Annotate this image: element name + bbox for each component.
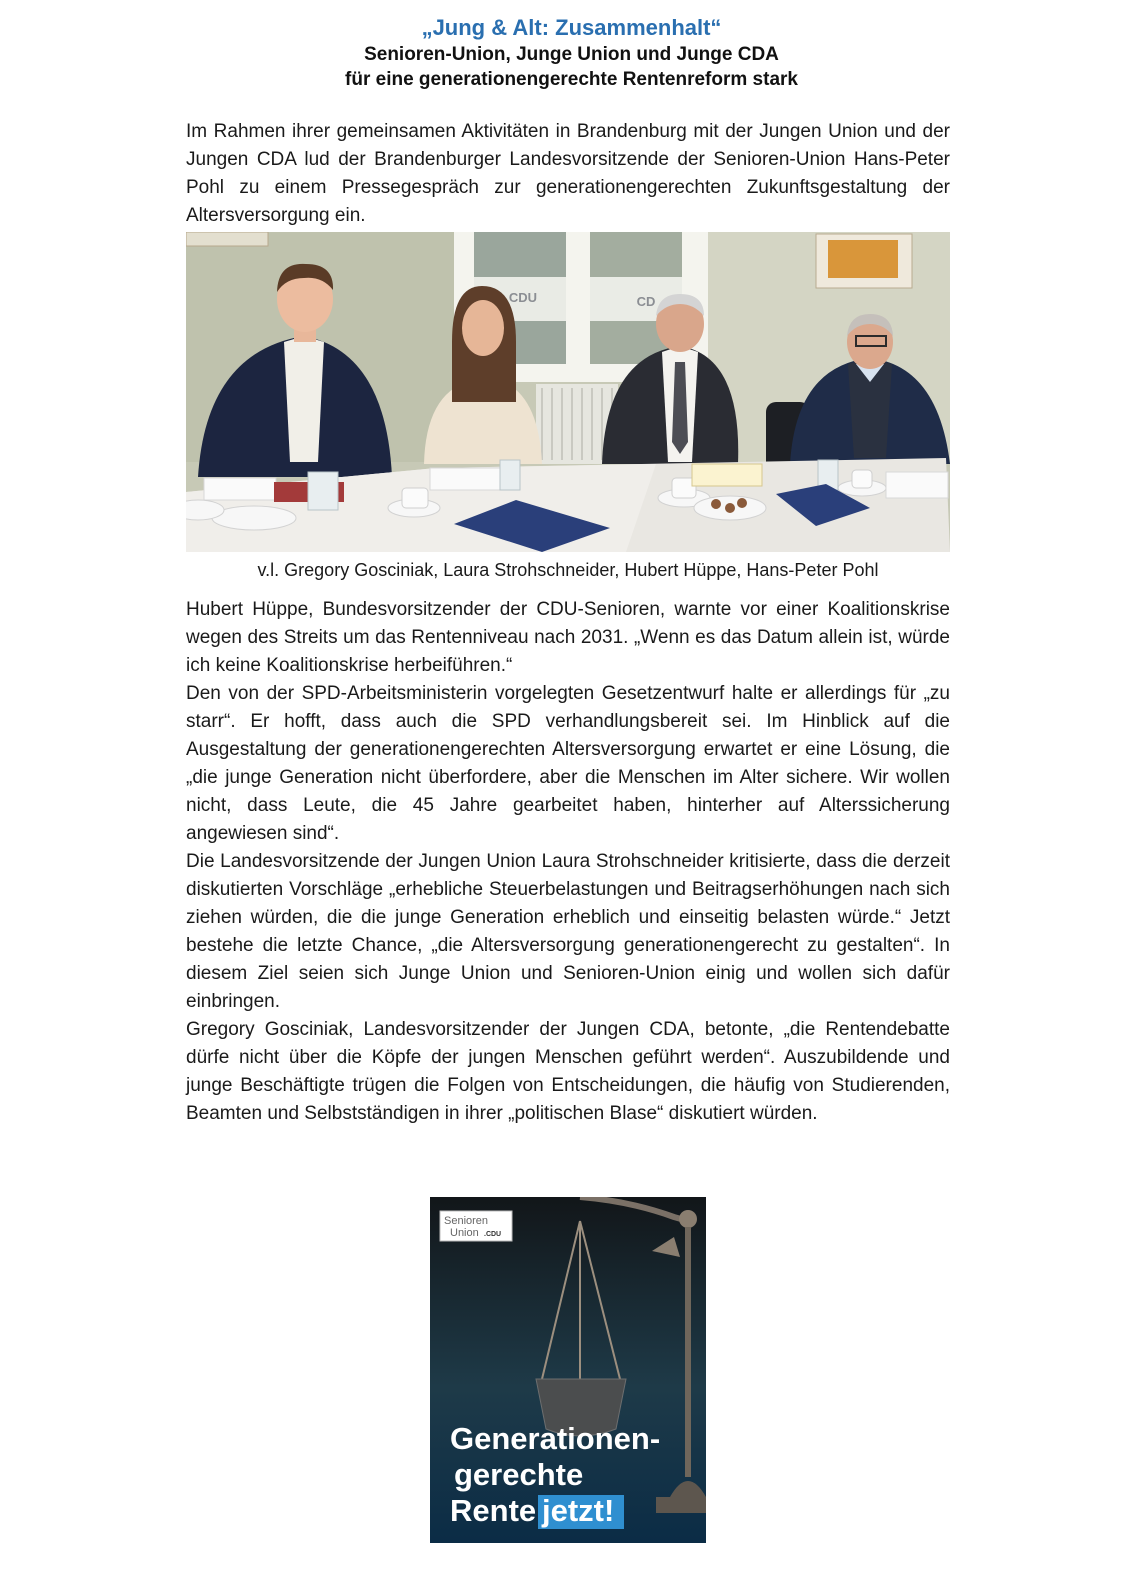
photo-caption: v.l. Gregory Gosciniak, Laura Strohschneider, Hubert Hüppe, Hans-Peter Pohl [257,560,879,580]
group-photo [186,232,950,552]
intro-paragraph: Im Rahmen ihrer gemeinsamen Aktivitäten in Brandenburg mit der Jungen Union und der Jungen CDA lud der Brandenburger Landesvorsitzende der Senioren-Union Hans-Peter Pohl zu einem Pressegespräch zur generationengerechten Zukunftsgestaltung der Altersversorgung ein. [186,121,950,226]
window-sign-right: CD [636,294,656,309]
article-header [0,14,1143,92]
poster-line-2: gerechte [454,1457,584,1492]
body-paragraph-1: Hubert Hüppe, Bundesvorsitzender der CDU-Senioren, warnte vor einer Koalitionskrise wegen des Streits um das Rentenniveau nach 2031. „Wenn es das Datum allein ist, würde ich keine Koalitionskrise herbeiführen.“ [186,599,950,676]
svg-text:Union: Union [450,1227,479,1239]
article-subtitle-line2: für eine generationengerechte Rentenreform stark [345,69,798,90]
article-subtitle-line1: Senioren-Union, Junge Union und Junge CDA [364,44,779,65]
window-sign-left: CDU [508,290,538,305]
svg-text:Senioren: Senioren [444,1215,489,1227]
body-paragraph-3: Die Landesvorsitzende der Jungen Union Laura Strohschneider kritisierte, dass die derzeit diskutierten Vorschläge „erhebliche Steuerbelastungen und Beitragserhöhungen nach sich ziehen würden, die die junge Generation erheblich und einseitig belasten würde.“ Jetzt bestehe die letzte Chance, „die Altersversorgung generationengerecht zu gestalten“. In diesem Ziel seien sich Junge Union und Senioren-Union einig und wollen sich dafür einbringen. [186,851,950,1012]
svg-text:.CDU: .CDU [484,1231,502,1238]
senioren-union-logo [440,1211,512,1241]
body-paragraph-2: Den von der SPD-Arbeitsministerin vorgelegten Gesetzentwurf halte er allerdings für „zu starr“. Er hofft, dass auch die SPD verhandlungsbereit sei. Im Hinblick auf die Ausgestaltung der generationengerechten Altersversorgung erwartet er eine Lösung, die „die junge Generation nicht überfordere, aber die Menschen im Alter sichere. Wir wollen nicht, dass Leute, die 45 Jahre gearbeitet haben, hinterher auf Alterssicherung angewiesen sind“. [186,683,950,844]
body-paragraph-4: Gregory Gosciniak, Landesvorsitzender der Jungen CDA, betonte, „die Rentendebatte dürfe nicht über die Köpfe der jungen Menschen geführt werden“. Auszubildende und junge Beschäftigte trügen die Folgen von Entscheidungen, die häufig von Studierenden, Beamten und Selbstständigen in ihrer „politischen Blase“ diskutiert würden. [186,1019,950,1124]
poster-line-3b: jetzt! [542,1493,615,1528]
poster-line-3a: Rente [450,1493,537,1528]
article-title: „Jung & Alt: Zusammenhalt“ [421,15,722,40]
poster-line-1: Generationen- [450,1421,661,1456]
pension-poster [430,1197,706,1543]
